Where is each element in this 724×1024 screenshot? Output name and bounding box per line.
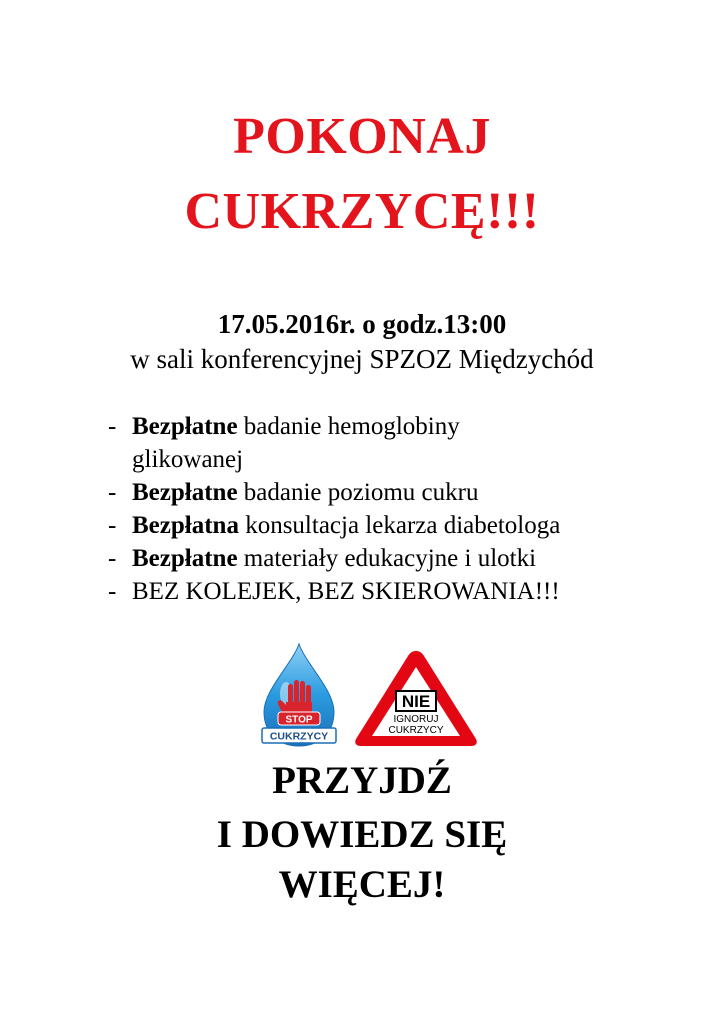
list-item — [108, 546, 708, 579]
offer-bold: Bezpłatne — [132, 545, 238, 572]
bullet-dash: - — [108, 578, 117, 605]
event-venue: w sali konferencyjnej SPZOZ Międzychód — [130, 344, 594, 374]
offer-bold: Bezpłatne — [132, 413, 238, 440]
offer-bold: Bezpłatna — [132, 512, 239, 539]
offer-text: badanie hemoglobiny — [237, 413, 460, 440]
event-date-time: 17.05.2016r. o godz.13:00 — [217, 309, 507, 339]
offer-continuation: glikowanej — [132, 446, 244, 473]
nie-ignoruj-cukrzycy-logo — [352, 647, 480, 749]
offer-bold: Bezpłatne — [132, 479, 238, 506]
drop-logo-top-text: STOP — [285, 714, 313, 726]
stop-cukrzycy-logo — [258, 642, 340, 750]
offer-text: BEZ KOLEJEK, BEZ SKIEROWANIA!!! — [132, 578, 560, 605]
list-item — [108, 480, 708, 513]
bullet-dash: - — [108, 479, 117, 506]
closing-line-1: PRZYJDŹ — [272, 759, 452, 802]
offer-text: konsultacja lekarza diabetologa — [238, 512, 561, 539]
list-item — [108, 579, 708, 612]
bullet-dash: - — [108, 545, 117, 572]
headline-line-1: POKONAJ — [233, 108, 491, 165]
warning-logo-line-3: CUKRZYCY — [388, 725, 444, 736]
closing-line-3: WIĘCEJ! — [278, 863, 446, 906]
headline-line-2: CUKRZYCĘ!!! — [184, 183, 540, 240]
offer-list — [108, 414, 708, 612]
closing-line-2: I DOWIEDZ SIĘ — [216, 813, 508, 856]
bullet-dash: - — [108, 512, 117, 539]
warning-logo-line-2: IGNORUJ — [393, 714, 439, 725]
drop-logo-bottom-text: CUKRZYCY — [269, 730, 329, 743]
bullet-dash: - — [108, 413, 117, 440]
offer-text: badanie poziomu cukru — [237, 479, 479, 506]
list-item — [108, 414, 708, 480]
warning-logo-line-1: NIE — [401, 692, 431, 711]
offer-text: materiały edukacyjne i ulotki — [237, 545, 537, 572]
list-item — [108, 513, 708, 546]
